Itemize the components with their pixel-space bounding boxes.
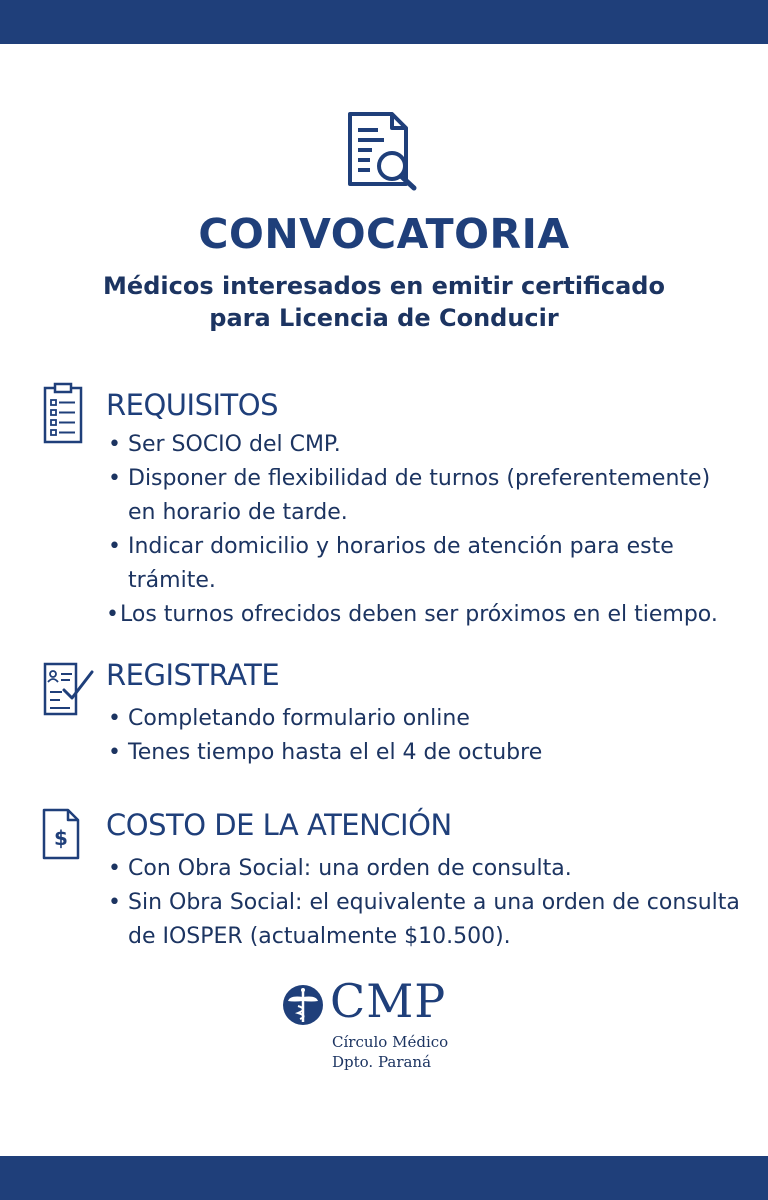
list-item: • Los turnos ofrecidos deben ser próximos en el tiempo. — [106, 598, 718, 632]
subtitle-line-1: Médicos interesados en emitir certificado — [103, 272, 665, 300]
cmp-logo — [282, 974, 482, 1078]
requisitos-list — [106, 428, 718, 632]
list-item: • Tenes tiempo hasta el el 4 de octubre — [106, 736, 542, 770]
registrate-list — [106, 702, 542, 770]
costo-list — [106, 852, 740, 954]
top-banner-bar — [0, 0, 768, 44]
logo-line-1: Círculo Médico — [332, 1033, 449, 1051]
caduceus-emblem-icon — [282, 984, 324, 1026]
list-item-continuation: trámite. — [128, 568, 216, 593]
subtitle — [0, 270, 768, 334]
section-heading-requisitos: REQUISITOS — [106, 388, 278, 422]
logo-subtitle — [332, 1032, 448, 1072]
list-item: • Indicar domicilio y horarios de atención para este — [106, 530, 718, 564]
dollar-document-icon — [40, 806, 82, 862]
list-item: • Disponer de flexibilidad de turnos (preferentemente) — [106, 462, 718, 496]
list-item: • Con Obra Social: una orden de consulta. — [106, 852, 740, 886]
svg-text:$: $ — [54, 826, 68, 850]
list-item: • Completando formulario online — [106, 702, 542, 736]
clipboard-list-icon — [42, 382, 84, 444]
form-check-icon — [42, 660, 96, 716]
logo-name: CMP — [330, 974, 447, 1028]
list-item: • Sin Obra Social: el equivalente a una orden de consulta — [106, 886, 740, 920]
section-heading-registrate: REGISTRATE — [106, 658, 280, 692]
list-item-continuation: de IOSPER (actualmente $10.500). — [128, 924, 511, 949]
page-title: CONVOCATORIA — [198, 210, 570, 258]
subtitle-line-2: para Licencia de Conducir — [209, 304, 559, 332]
list-item-continuation: en horario de tarde. — [128, 500, 348, 525]
bottom-banner-bar — [0, 1156, 768, 1200]
logo-line-2: Dpto. Paraná — [332, 1053, 432, 1071]
document-search-icon — [344, 110, 426, 192]
section-heading-costo: COSTO DE LA ATENCIÓN — [106, 808, 452, 842]
list-item: • Ser SOCIO del CMP. — [106, 428, 718, 462]
